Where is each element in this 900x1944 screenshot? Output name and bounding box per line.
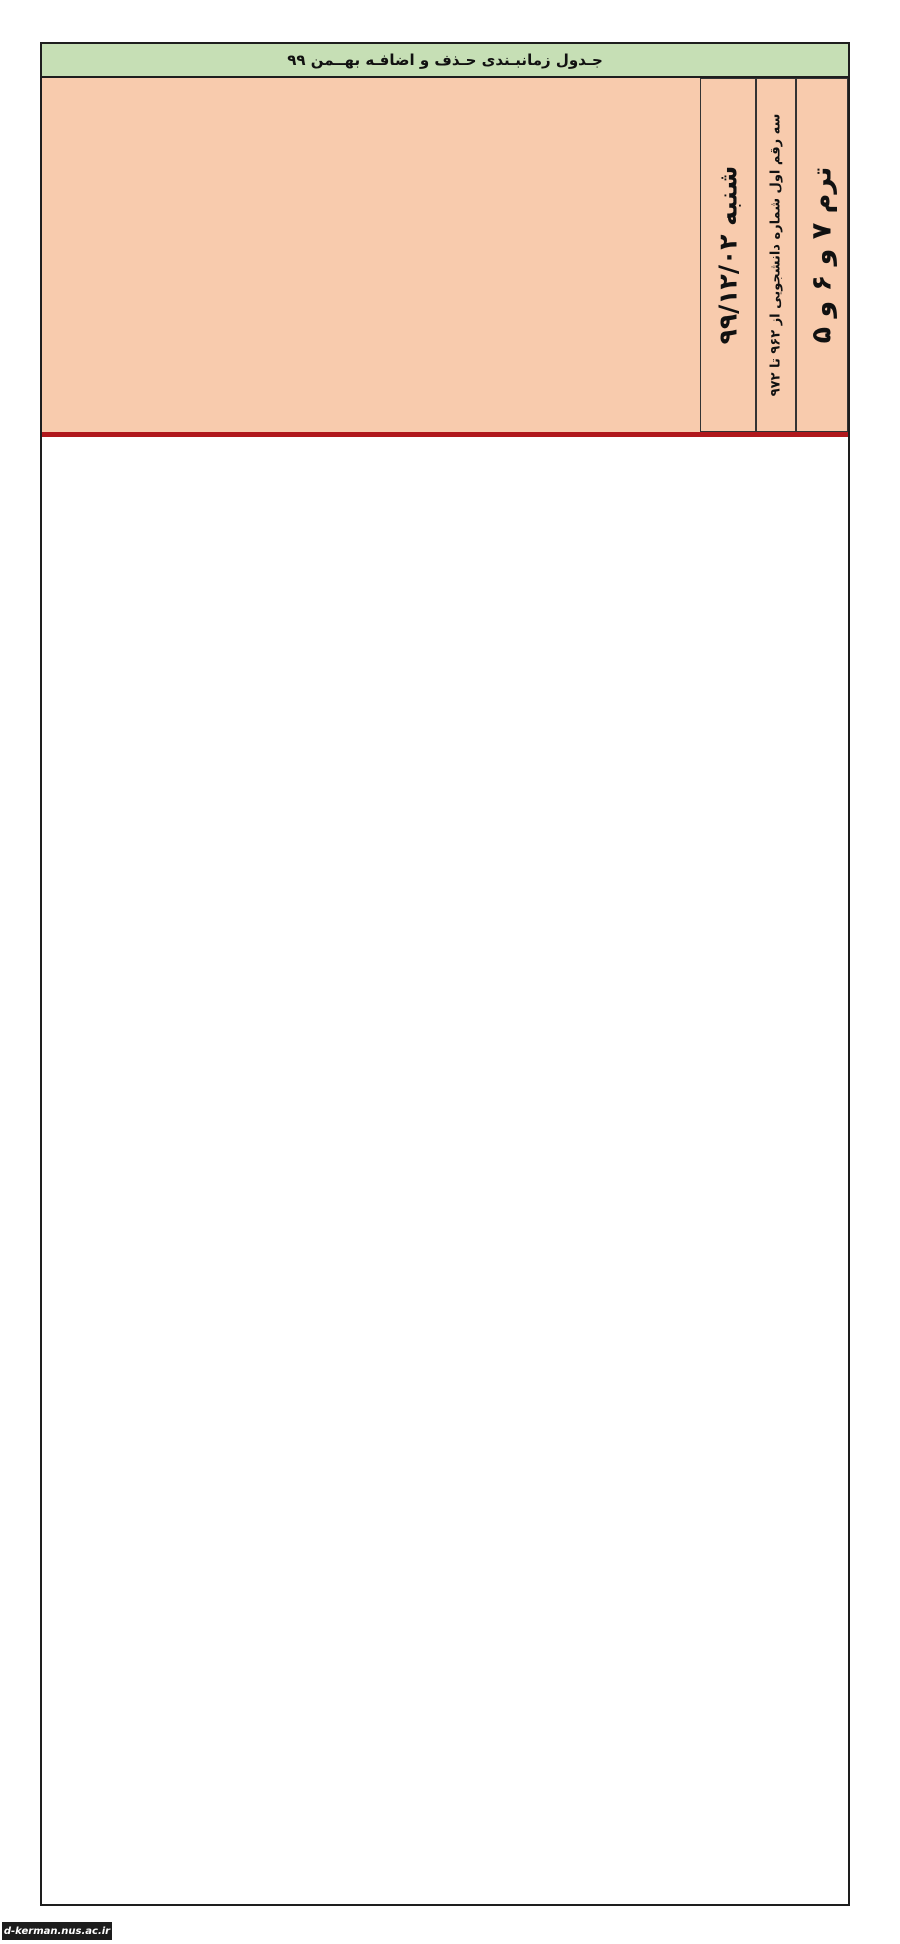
student-range-label [756, 78, 796, 432]
site-logo: d-kerman.nus.ac.ir [2, 1922, 112, 1940]
schedule-table [40, 42, 850, 1906]
table-title: جـدول زمانبـندی حـذف و اضافـه بهــمن ۹۹ [42, 44, 848, 78]
day-block [42, 78, 848, 437]
student-range-label-text: سه رقم اول شماره دانشجویی از ۹۶۲ تا ۹۷۲ [768, 113, 784, 397]
term-label-text: ترم ۷ و ۶ و ۵ [806, 166, 838, 344]
day-label [700, 78, 756, 432]
term-label [796, 78, 848, 432]
day-label-text: شنبه ۹۹/۱۲/۰۲ [713, 165, 743, 345]
